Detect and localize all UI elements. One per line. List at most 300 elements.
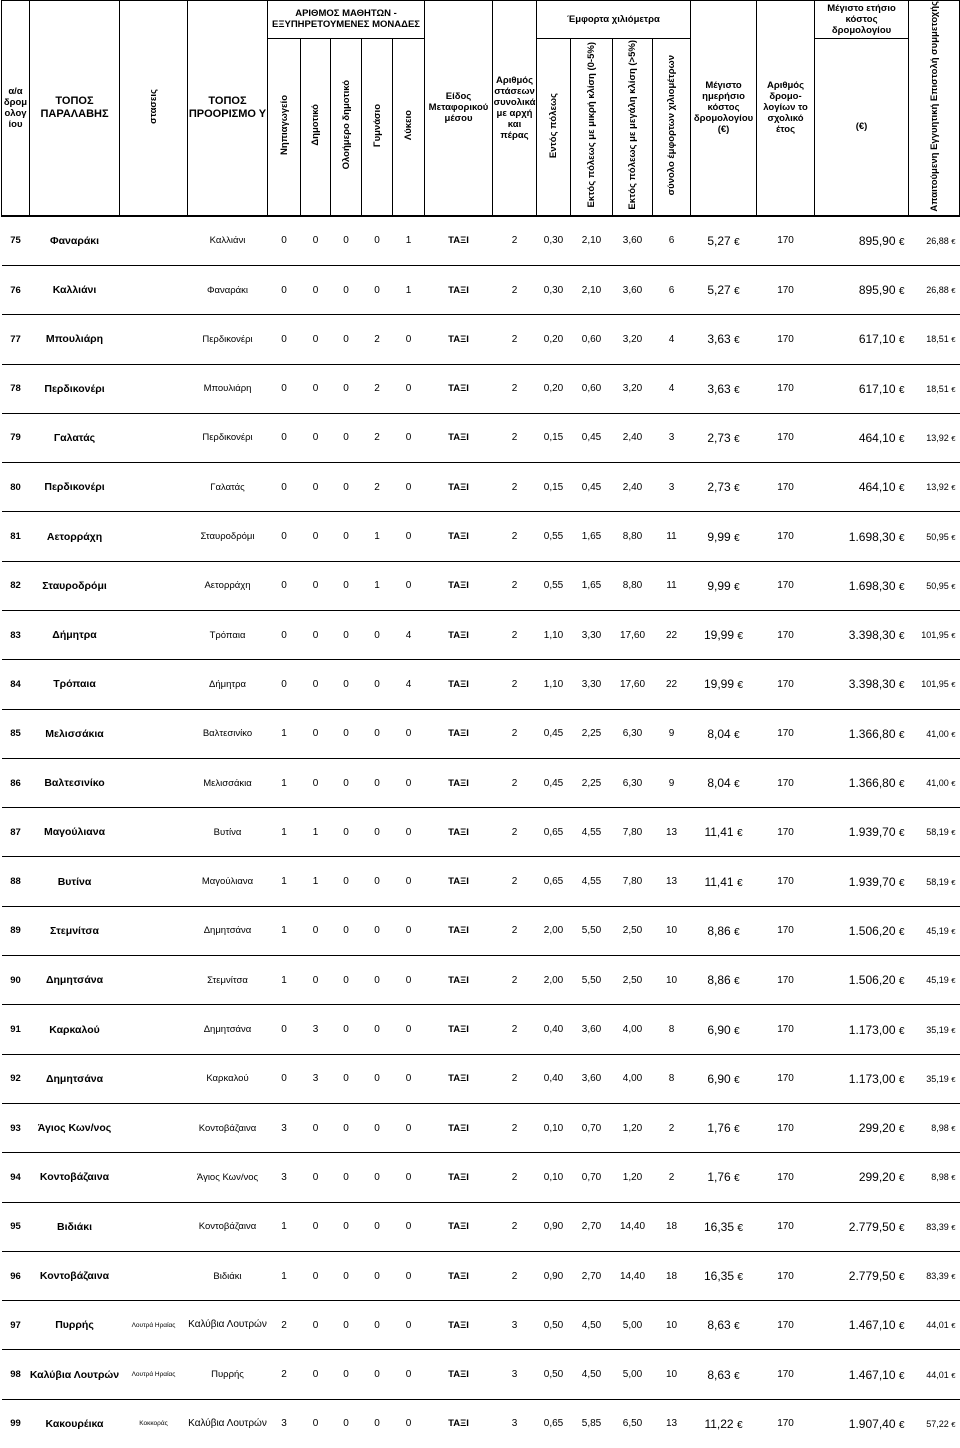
- out-small-km: 0,70: [571, 1103, 613, 1152]
- euro-symbol: €: [951, 1419, 956, 1429]
- primary-count: 0: [301, 216, 331, 266]
- out-small-km: 0,60: [571, 364, 613, 413]
- euro-symbol: €: [734, 1025, 740, 1037]
- in-city-km: 2,00: [537, 956, 571, 1005]
- euro-symbol: €: [734, 286, 740, 298]
- out-small-km: 2,25: [571, 709, 613, 758]
- lyceum-count: 0: [393, 1301, 425, 1350]
- kindergarten-count: 1: [268, 1251, 301, 1300]
- in-city-km: 0,15: [537, 413, 571, 462]
- allday-count: 0: [331, 956, 362, 1005]
- row-number: 88: [2, 857, 30, 906]
- guarantee-amount: 50,95 €: [909, 561, 960, 610]
- row-number: 89: [2, 906, 30, 955]
- table-row: [2, 1103, 960, 1152]
- out-small-km: 5,50: [571, 906, 613, 955]
- allday-count: 0: [331, 1399, 362, 1448]
- primary-count: 0: [301, 956, 331, 1005]
- pickup-place: Δημητσάνα: [30, 956, 120, 1005]
- vehicle-type: ΤΑΞΙ: [425, 1054, 493, 1103]
- total-km: 9: [653, 758, 691, 807]
- allday-count: 0: [331, 1153, 362, 1202]
- in-city-km: 0,55: [537, 561, 571, 610]
- kindergarten-count: 1: [268, 808, 301, 857]
- max-annual-cost: 3.398,30 €: [815, 611, 909, 660]
- allday-count: 0: [331, 1103, 362, 1152]
- in-city-km: 0,65: [537, 1399, 571, 1448]
- max-daily-cost: 9,99 €: [691, 512, 757, 561]
- stations-count: 2: [493, 561, 537, 610]
- row-number: 86: [2, 758, 30, 807]
- routes-per-year: 170: [757, 1350, 815, 1399]
- stations-count: 2: [493, 956, 537, 1005]
- gymnasium-count: 0: [362, 265, 393, 314]
- vehicle-type: ΤΑΞΙ: [425, 709, 493, 758]
- kindergarten-count: 0: [268, 611, 301, 660]
- euro-symbol: €: [951, 236, 956, 246]
- euro-symbol: €: [951, 532, 956, 542]
- vehicle-type: ΤΑΞΙ: [425, 1202, 493, 1251]
- destination-place: Καλύβια Λουτρών: [188, 1399, 268, 1448]
- lyceum-count: 0: [393, 709, 425, 758]
- in-city-km: 0,15: [537, 463, 571, 512]
- destination-place: Πυρρής: [188, 1350, 268, 1399]
- max-annual-cost: 617,10 €: [815, 315, 909, 364]
- vehicle-type: ΤΑΞΙ: [425, 660, 493, 709]
- vehicle-type: ΤΑΞΙ: [425, 758, 493, 807]
- kindergarten-count: 0: [268, 364, 301, 413]
- total-km: 10: [653, 956, 691, 1005]
- out-small-km: 4,50: [571, 1301, 613, 1350]
- allday-count: 0: [331, 1301, 362, 1350]
- out-big-km: 6,30: [613, 758, 653, 807]
- allday-count: 0: [331, 364, 362, 413]
- guarantee-amount: 44,01 €: [909, 1350, 960, 1399]
- guarantee-amount: 58,19 €: [909, 857, 960, 906]
- routes-per-year: 170: [757, 1399, 815, 1448]
- total-km: 4: [653, 364, 691, 413]
- euro-symbol: €: [734, 483, 740, 495]
- table-row: [2, 611, 960, 660]
- header-stations: Αριθμός στάσεων συνολικά με αρχή και πέρας: [493, 1, 537, 216]
- primary-count: 0: [301, 1350, 331, 1399]
- lyceum-count: 0: [393, 1251, 425, 1300]
- out-big-km: 2,50: [613, 906, 653, 955]
- primary-count: 0: [301, 1251, 331, 1300]
- stations-count: 2: [493, 413, 537, 462]
- stations-count: 2: [493, 758, 537, 807]
- euro-symbol: €: [951, 1321, 956, 1331]
- total-km: 4: [653, 315, 691, 364]
- row-number: 76: [2, 265, 30, 314]
- stations-count: 3: [493, 1350, 537, 1399]
- header-students-group: ΑΡΙΘΜΟΣ ΜΑΘΗΤΩΝ - ΕΞΥΠΗΡΕΤΟΥΜΕΝΕΣ ΜΟΝΑΔΕΣ: [268, 1, 425, 39]
- guarantee-amount: 44,01 €: [909, 1301, 960, 1350]
- out-big-km: 7,80: [613, 808, 653, 857]
- destination-place: Κοντοβάζαινα: [188, 1103, 268, 1152]
- euro-symbol: €: [898, 779, 905, 791]
- max-annual-cost: 3.398,30 €: [815, 660, 909, 709]
- in-city-km: 0,40: [537, 1054, 571, 1103]
- header-allday-primary: Ολοήμερο δημοτικό: [331, 38, 362, 215]
- gymnasium-count: 2: [362, 413, 393, 462]
- euro-symbol: €: [898, 877, 905, 889]
- lyceum-count: 0: [393, 1399, 425, 1448]
- stop-place: [120, 512, 188, 561]
- guarantee-amount: 35,19 €: [909, 1005, 960, 1054]
- out-big-km: 5,00: [613, 1350, 653, 1399]
- table-row: [2, 857, 960, 906]
- max-daily-cost: 9,99 €: [691, 561, 757, 610]
- guarantee-amount: 58,19 €: [909, 808, 960, 857]
- out-small-km: 5,85: [571, 1399, 613, 1448]
- vehicle-type: ΤΑΞΙ: [425, 512, 493, 561]
- kindergarten-count: 0: [268, 512, 301, 561]
- out-small-km: 0,45: [571, 463, 613, 512]
- euro-symbol: €: [951, 1025, 956, 1035]
- lyceum-count: 1: [393, 216, 425, 266]
- guarantee-amount: 26,88 €: [909, 265, 960, 314]
- euro-symbol: €: [737, 680, 744, 692]
- vehicle-type: ΤΑΞΙ: [425, 315, 493, 364]
- destination-place: Στεμνίτσα: [188, 956, 268, 1005]
- header-max-annual-group: Μέγιστο ετήσιο κόστος δρομολογίου: [815, 1, 909, 39]
- gymnasium-count: 0: [362, 1005, 393, 1054]
- table-body: [2, 216, 960, 1448]
- total-km: 10: [653, 1301, 691, 1350]
- euro-symbol: €: [951, 483, 956, 493]
- max-annual-cost: 1.467,10 €: [815, 1350, 909, 1399]
- primary-count: 0: [301, 1399, 331, 1448]
- max-daily-cost: 8,63 €: [691, 1350, 757, 1399]
- pickup-place: Δημητσάνα: [30, 1054, 120, 1103]
- table-row: [2, 1251, 960, 1300]
- lyceum-count: 0: [393, 315, 425, 364]
- pickup-place: Δήμητρα: [30, 611, 120, 660]
- stations-count: 2: [493, 857, 537, 906]
- table-row: [2, 1054, 960, 1103]
- routes-per-year: 170: [757, 956, 815, 1005]
- primary-count: 0: [301, 660, 331, 709]
- routes-per-year: 170: [757, 364, 815, 413]
- destination-place: Αετορράχη: [188, 561, 268, 610]
- destination-place: Σταυροδρόμι: [188, 512, 268, 561]
- euro-symbol: €: [951, 1272, 956, 1281]
- in-city-km: 0,10: [537, 1103, 571, 1152]
- kindergarten-count: 0: [268, 1054, 301, 1103]
- routes-per-year: 170: [757, 413, 815, 462]
- euro-symbol: €: [734, 433, 740, 445]
- stop-place: [120, 660, 188, 709]
- euro-symbol: €: [898, 236, 905, 248]
- kindergarten-count: 0: [268, 216, 301, 266]
- pickup-place: Τρόπαια: [30, 660, 120, 709]
- header-loaded-km-group: Έμφορτα χιλιόμετρα: [537, 1, 691, 39]
- primary-count: 0: [301, 512, 331, 561]
- euro-symbol: €: [951, 877, 956, 887]
- lyceum-count: 0: [393, 857, 425, 906]
- pickup-place: Μελισσάκια: [30, 709, 120, 758]
- euro-symbol: €: [898, 1419, 905, 1431]
- primary-count: 3: [301, 1005, 331, 1054]
- table-row: [2, 709, 960, 758]
- destination-place: Καλλιάνι: [188, 216, 268, 266]
- allday-count: 0: [331, 315, 362, 364]
- guarantee-amount: 8,98 €: [909, 1103, 960, 1152]
- row-number: 94: [2, 1153, 30, 1202]
- out-big-km: 1,20: [613, 1103, 653, 1152]
- lyceum-count: 0: [393, 758, 425, 807]
- out-small-km: 2,70: [571, 1251, 613, 1300]
- routes-per-year: 170: [757, 758, 815, 807]
- pickup-place: Σταυροδρόμι: [30, 561, 120, 610]
- routes-per-year: 170: [757, 709, 815, 758]
- stations-count: 2: [493, 660, 537, 709]
- guarantee-amount: 41,00 €: [909, 709, 960, 758]
- out-big-km: 2,40: [613, 463, 653, 512]
- euro-symbol: €: [951, 779, 956, 789]
- max-annual-cost: 895,90 €: [815, 265, 909, 314]
- max-annual-cost: 1.907,40 €: [815, 1399, 909, 1448]
- out-small-km: 0,60: [571, 315, 613, 364]
- in-city-km: 0,50: [537, 1350, 571, 1399]
- header-kindergarten: Νηπιαγωγείο: [268, 38, 301, 215]
- vehicle-type: ΤΑΞΙ: [425, 413, 493, 462]
- pickup-place: Καλύβια Λουτρών: [30, 1350, 120, 1399]
- total-km: 11: [653, 512, 691, 561]
- out-big-km: 5,00: [613, 1301, 653, 1350]
- primary-count: 0: [301, 364, 331, 413]
- out-big-km: 3,20: [613, 315, 653, 364]
- vehicle-type: ΤΑΞΙ: [425, 216, 493, 266]
- max-daily-cost: 11,41 €: [691, 808, 757, 857]
- euro-symbol: €: [951, 926, 956, 936]
- gymnasium-count: 1: [362, 561, 393, 610]
- euro-symbol: €: [898, 335, 905, 347]
- destination-place: Περδικονέρι: [188, 315, 268, 364]
- pickup-place: Καρκαλού: [30, 1005, 120, 1054]
- row-number: 78: [2, 364, 30, 413]
- destination-place: Βιδιάκι: [188, 1251, 268, 1300]
- out-small-km: 1,65: [571, 561, 613, 610]
- euro-symbol: €: [898, 680, 905, 692]
- routes-per-year: 170: [757, 561, 815, 610]
- euro-symbol: €: [951, 631, 956, 641]
- euro-symbol: €: [951, 976, 956, 986]
- in-city-km: 0,55: [537, 512, 571, 561]
- guarantee-amount: 83,39 €: [909, 1202, 960, 1251]
- kindergarten-count: 1: [268, 857, 301, 906]
- pickup-place: Γαλατάς: [30, 413, 120, 462]
- total-km: 10: [653, 1350, 691, 1399]
- allday-count: 0: [331, 265, 362, 314]
- table-row: [2, 758, 960, 807]
- lyceum-count: 0: [393, 906, 425, 955]
- row-number: 81: [2, 512, 30, 561]
- total-km: 3: [653, 463, 691, 512]
- header-guarantee: Απαιτούμενη Εγγυητική Επιστολή συμμετοχής: [909, 1, 960, 216]
- primary-count: 0: [301, 709, 331, 758]
- lyceum-count: 0: [393, 561, 425, 610]
- row-number: 98: [2, 1350, 30, 1399]
- primary-count: 0: [301, 758, 331, 807]
- table-row: [2, 364, 960, 413]
- out-small-km: 4,55: [571, 808, 613, 857]
- pickup-place: Αετορράχη: [30, 512, 120, 561]
- kindergarten-count: 3: [268, 1399, 301, 1448]
- stop-place: [120, 808, 188, 857]
- stop-place: [120, 709, 188, 758]
- max-daily-cost: 6,90 €: [691, 1005, 757, 1054]
- header-in-city: Εντός πόλεως: [537, 38, 571, 215]
- routes-per-year: 170: [757, 857, 815, 906]
- euro-symbol: €: [898, 1370, 905, 1382]
- euro-symbol: €: [734, 976, 740, 988]
- euro-symbol: €: [734, 1173, 740, 1185]
- max-daily-cost: 8,63 €: [691, 1301, 757, 1350]
- total-km: 18: [653, 1251, 691, 1300]
- row-number: 87: [2, 808, 30, 857]
- lyceum-count: 0: [393, 413, 425, 462]
- euro-symbol: €: [951, 1173, 956, 1183]
- vehicle-type: ΤΑΞΙ: [425, 1153, 493, 1202]
- vehicle-type: ΤΑΞΙ: [425, 808, 493, 857]
- max-daily-cost: 11,41 €: [691, 857, 757, 906]
- max-annual-cost: 895,90 €: [815, 216, 909, 266]
- routes-per-year: 170: [757, 216, 815, 266]
- allday-count: 0: [331, 1202, 362, 1251]
- in-city-km: 1,10: [537, 611, 571, 660]
- pickup-place: Βαλτεσινίκο: [30, 758, 120, 807]
- euro-symbol: €: [734, 236, 740, 248]
- out-small-km: 2,10: [571, 216, 613, 266]
- gymnasium-count: 0: [362, 1054, 393, 1103]
- pickup-place: Βιδιάκι: [30, 1202, 120, 1251]
- routes-per-year: 170: [757, 1153, 815, 1202]
- euro-symbol: €: [898, 384, 905, 396]
- max-daily-cost: 1,76 €: [691, 1103, 757, 1152]
- primary-count: 0: [301, 315, 331, 364]
- max-annual-cost: 2.779,50 €: [815, 1202, 909, 1251]
- routes-per-year: 170: [757, 512, 815, 561]
- pickup-place: Κακουρέικα: [30, 1399, 120, 1448]
- lyceum-count: 0: [393, 1153, 425, 1202]
- stations-count: 2: [493, 611, 537, 660]
- routes-per-year: 170: [757, 1301, 815, 1350]
- row-number: 82: [2, 561, 30, 610]
- out-big-km: 1,20: [613, 1153, 653, 1202]
- kindergarten-count: 2: [268, 1301, 301, 1350]
- allday-count: 0: [331, 512, 362, 561]
- destination-place: Δήμητρα: [188, 660, 268, 709]
- gymnasium-count: 2: [362, 364, 393, 413]
- row-number: 96: [2, 1251, 30, 1300]
- euro-symbol: €: [951, 828, 956, 838]
- max-daily-cost: 11,22 €: [691, 1399, 757, 1448]
- table-row: [2, 1350, 960, 1399]
- gymnasium-count: 0: [362, 216, 393, 266]
- pickup-place: Στεμνίτσα: [30, 906, 120, 955]
- euro-symbol: €: [898, 581, 905, 593]
- total-km: 22: [653, 660, 691, 709]
- max-annual-cost: 2.779,50 €: [815, 1251, 909, 1300]
- stations-count: 2: [493, 1202, 537, 1251]
- euro-symbol: €: [898, 532, 905, 544]
- destination-place: Μπουλιάρη: [188, 364, 268, 413]
- out-big-km: 4,00: [613, 1054, 653, 1103]
- guarantee-amount: 35,19 €: [909, 1054, 960, 1103]
- pickup-place: Κοντοβάζαινα: [30, 1153, 120, 1202]
- stop-place: [120, 906, 188, 955]
- allday-count: 0: [331, 1054, 362, 1103]
- total-km: 9: [653, 709, 691, 758]
- max-annual-cost: 1.366,80 €: [815, 709, 909, 758]
- primary-count: 3: [301, 1054, 331, 1103]
- euro-symbol: €: [898, 1321, 905, 1333]
- pickup-place: Περδικονέρι: [30, 463, 120, 512]
- lyceum-count: 4: [393, 611, 425, 660]
- primary-count: 0: [301, 1103, 331, 1152]
- in-city-km: 0,50: [537, 1301, 571, 1350]
- kindergarten-count: 3: [268, 1153, 301, 1202]
- kindergarten-count: 2: [268, 1350, 301, 1399]
- in-city-km: 0,20: [537, 315, 571, 364]
- primary-count: 0: [301, 1301, 331, 1350]
- stop-place: Λουτρά Ηραίας: [120, 1350, 188, 1399]
- pickup-place: Μπουλιάρη: [30, 315, 120, 364]
- euro-symbol: €: [734, 1370, 740, 1382]
- lyceum-count: 0: [393, 1350, 425, 1399]
- allday-count: 0: [331, 561, 362, 610]
- euro-symbol: €: [734, 1074, 740, 1086]
- euro-symbol: €: [951, 1074, 956, 1084]
- euro-symbol: €: [734, 926, 740, 938]
- euro-symbol: €: [898, 1074, 905, 1086]
- max-annual-cost: 1.939,70 €: [815, 857, 909, 906]
- kindergarten-count: 0: [268, 1005, 301, 1054]
- destination-place: Καρκαλού: [188, 1054, 268, 1103]
- euro-symbol: €: [898, 828, 905, 840]
- max-annual-cost: 617,10 €: [815, 364, 909, 413]
- gymnasium-count: 0: [362, 611, 393, 660]
- header-primary: Δημοτικό: [301, 38, 331, 215]
- max-daily-cost: 8,04 €: [691, 709, 757, 758]
- routes-per-year: 170: [757, 315, 815, 364]
- out-big-km: 3,20: [613, 364, 653, 413]
- gymnasium-count: 0: [362, 709, 393, 758]
- primary-count: 0: [301, 265, 331, 314]
- gymnasium-count: 1: [362, 512, 393, 561]
- lyceum-count: 0: [393, 463, 425, 512]
- routes-per-year: 170: [757, 611, 815, 660]
- out-big-km: 2,40: [613, 413, 653, 462]
- euro-symbol: €: [951, 1124, 956, 1134]
- out-small-km: 2,70: [571, 1202, 613, 1251]
- stop-place: [120, 265, 188, 314]
- gymnasium-count: 0: [362, 1103, 393, 1152]
- primary-count: 1: [301, 857, 331, 906]
- max-annual-cost: 1.506,20 €: [815, 956, 909, 1005]
- destination-place: Δημητσάνα: [188, 906, 268, 955]
- total-km: 8: [653, 1005, 691, 1054]
- destination-place: Περδικονέρι: [188, 413, 268, 462]
- vehicle-type: ΤΑΞΙ: [425, 1005, 493, 1054]
- euro-symbol: €: [737, 1272, 744, 1283]
- stop-place: [120, 315, 188, 364]
- euro-symbol: €: [734, 1321, 740, 1333]
- max-daily-cost: 3,63 €: [691, 364, 757, 413]
- destination-place: Δημητσάνα: [188, 1005, 268, 1054]
